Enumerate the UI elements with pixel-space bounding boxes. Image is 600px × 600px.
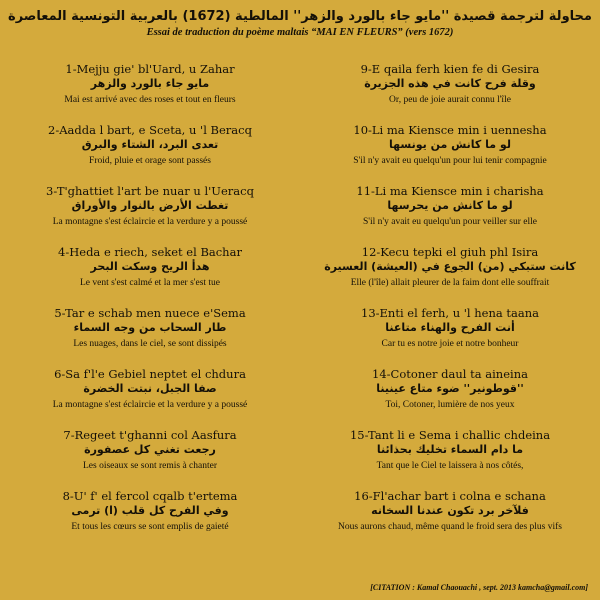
arabic-line: هدأ الريح وسكت البحر <box>90 260 210 273</box>
maltese-line: 16-Fl'achar bart i colna e schana <box>354 489 546 503</box>
maltese-line: 6-Sa f'l'e Gebiel neptet el chdura <box>54 367 246 381</box>
arabic-line: رجعت تغني كل عصفورة <box>84 443 216 456</box>
title-french: Essai de traduction du poème maltais “MAI EN FLEURS” (vers 1672) <box>146 27 454 38</box>
stanza-13 <box>300 306 600 367</box>
stanza-6 <box>0 367 300 428</box>
stanza-8 <box>0 489 300 550</box>
french-line: Tant que le Ciel te laissera à nos côtés, <box>376 461 524 471</box>
stanza-9 <box>300 62 600 123</box>
arabic-line: وقلة فرح كانت في هذه الجزيرة <box>364 77 536 90</box>
french-line: Et tous les cœurs se sont emplis de gaieté <box>71 522 229 532</box>
stanza-1 <box>0 62 300 123</box>
arabic-line: مايو جاء بالورد والزهر <box>90 77 210 90</box>
left-column <box>0 62 300 550</box>
maltese-line: 4-Heda e riech, seket el Bachar <box>58 245 242 259</box>
maltese-line: 12-Kecu tepki el giuh phl Isira <box>361 245 539 259</box>
maltese-line: 3-T'ghattiet l'art be nuar u l'Ueracq <box>46 184 254 198</box>
arabic-line: لو ما كانش من يونسها <box>389 138 511 151</box>
french-line: Les oiseaux se sont remis à chanter <box>82 461 217 471</box>
arabic-line: ما دام السماء تخليك بحذائنا <box>376 443 524 456</box>
french-line: Nous aurons chaud, même quand le froid sera des plus vifs <box>338 522 562 532</box>
arabic-line: طار السحاب من وجه السماء <box>73 321 227 334</box>
french-line: S'il n'y avait eu quelqu'un pour lui tenir compagnie <box>353 156 547 166</box>
arabic-line: فلآخر برد تكون عندنا السخانه <box>371 504 529 517</box>
arabic-line: تعدى البرد، الشتاء والبرق <box>81 138 219 151</box>
maltese-line: 1-Mejju gie' bl'Uard, u Zahar <box>65 62 235 76</box>
french-line: Mai est arrivé avec des roses et tout en fleurs <box>64 95 236 105</box>
arabic-line: كانت ستبكي (من) الجوع في (العيشة) العسيرة <box>324 260 576 273</box>
french-line: Elle (l'île) allait pleurer de la faim dont elle souffrait <box>350 278 550 288</box>
french-line: Or, peu de joie aurait connu l'île <box>389 95 511 105</box>
french-line: Toi, Cotoner, lumière de nos yeux <box>385 400 515 410</box>
french-line: Les nuages, dans le ciel, se sont dissipés <box>73 339 227 349</box>
stanza-12 <box>300 245 600 306</box>
arabic-line: وفي الفرح كل قلب (ا) ترمى <box>71 504 229 517</box>
maltese-line: 13-Enti el ferh, u 'l hena taana <box>361 306 539 320</box>
stanza-2 <box>0 123 300 184</box>
french-line: Le vent s'est calmé et la mer s'est tue <box>79 278 221 288</box>
french-line: La montagne s'est éclaircie et la verdure y a poussé <box>52 400 248 410</box>
header <box>0 0 600 39</box>
arabic-line: صفا الجبل، نبتت الخضرة <box>83 382 217 395</box>
maltese-line: 7-Regeet t'ghanni col Aasfura <box>63 428 237 442</box>
stanza-15 <box>300 428 600 489</box>
right-column <box>300 62 600 550</box>
stanza-7 <box>0 428 300 489</box>
arabic-line: ''قوطونير'' ضوء متاع عينينا <box>376 382 524 395</box>
maltese-line: 10-Li ma Kiensce min i uennesha <box>353 123 547 137</box>
french-line: Car tu es notre joie et notre bonheur <box>381 339 519 349</box>
maltese-line: 8-U' f' el fercol cqalb t'ertema <box>62 489 238 503</box>
stanza-14 <box>300 367 600 428</box>
maltese-line: 5-Tar e schab men nuece e'Sema <box>54 306 246 320</box>
stanza-5 <box>0 306 300 367</box>
citation: [CITATION : Kamal Chaouachi , sept. 2013 kamcha@gmail.com] <box>370 583 588 592</box>
stanza-4 <box>0 245 300 306</box>
arabic-line: أنت الفرح والهناء متاعنا <box>385 321 515 334</box>
arabic-line: لو ما كانش من يحرسها <box>387 199 513 212</box>
maltese-line: 15-Tant li e Sema i challic chdeina <box>349 428 551 442</box>
title-arabic: محاولة لترجمة قصيدة ''مايو جاء بالورد والزهر'' المالطية (1672) بالعربية التونسية المعاصرة <box>8 9 592 24</box>
stanza-3 <box>0 184 300 245</box>
french-line: La montagne s'est éclaircie et la verdure y a poussé <box>52 217 248 227</box>
stanza-10 <box>300 123 600 184</box>
maltese-line: 2-Aadda l bart, e Sceta, u 'l Beracq <box>48 123 252 137</box>
maltese-line: 9-E qaila ferh kien fe di Gesira <box>360 62 540 76</box>
stanza-16 <box>300 489 600 550</box>
stanza-11 <box>300 184 600 245</box>
french-line: S'il n'y avait eu quelqu'un pour veiller sur elle <box>363 217 537 227</box>
maltese-line: 11-Li ma Kiensce min i charisha <box>356 184 544 198</box>
maltese-line: 14-Cotoner daul ta aineina <box>372 367 528 381</box>
arabic-line: تغطت الأرض بالنوار والأوراق <box>71 199 229 212</box>
stanza-columns <box>0 62 600 550</box>
french-line: Froid, pluie et orage sont passés <box>89 156 211 166</box>
